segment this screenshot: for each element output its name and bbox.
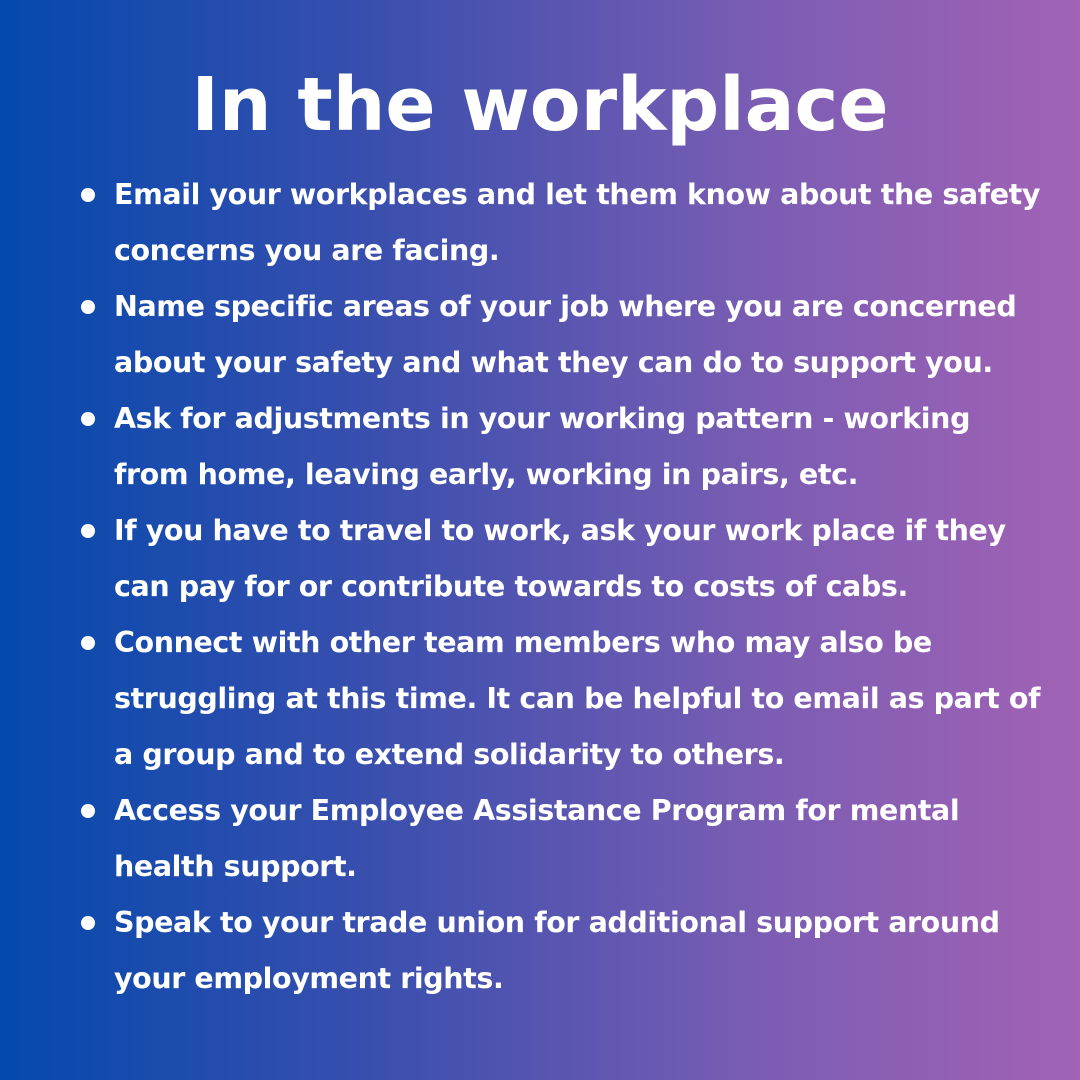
list-item bbox=[78, 279, 1043, 391]
bullet-icon bbox=[81, 636, 95, 650]
list-item bbox=[78, 391, 1043, 503]
list-item bbox=[78, 783, 1043, 895]
list-item bbox=[78, 895, 1043, 1007]
list-item bbox=[78, 615, 1043, 783]
list-item-text: Access your Employee Assistance Program for mental health support. bbox=[114, 794, 960, 883]
list-item-text: Ask for adjustments in your working pattern - working from home, leaving early, working in pairs, etc. bbox=[114, 402, 971, 491]
bullet-icon bbox=[81, 916, 95, 930]
list-item-text: Connect with other team members who may also be struggling at this time. It can be helpful to email as part of a group and to extend solidarity to others. bbox=[114, 626, 1041, 771]
tips-list bbox=[78, 167, 1043, 1007]
bullet-icon bbox=[81, 804, 95, 818]
list-item bbox=[78, 503, 1043, 615]
list-item-text: If you have to travel to work, ask your work place if they can pay for or contribute towards to costs of cabs. bbox=[114, 514, 1006, 603]
list-item bbox=[78, 167, 1043, 279]
list-item-text: Email your workplaces and let them know about the safety concerns you are facing. bbox=[114, 178, 1041, 267]
page-title: In the workplace bbox=[191, 62, 889, 148]
list-item-text: Name specific areas of your job where you are concerned about your safety and what they can do to support you. bbox=[114, 290, 1017, 379]
bullet-icon bbox=[81, 300, 95, 314]
bullet-icon bbox=[81, 412, 95, 426]
list-item-text: Speak to your trade union for additional support around your employment rights. bbox=[114, 906, 1000, 995]
bullet-icon bbox=[81, 188, 95, 202]
bullet-icon bbox=[81, 524, 95, 538]
